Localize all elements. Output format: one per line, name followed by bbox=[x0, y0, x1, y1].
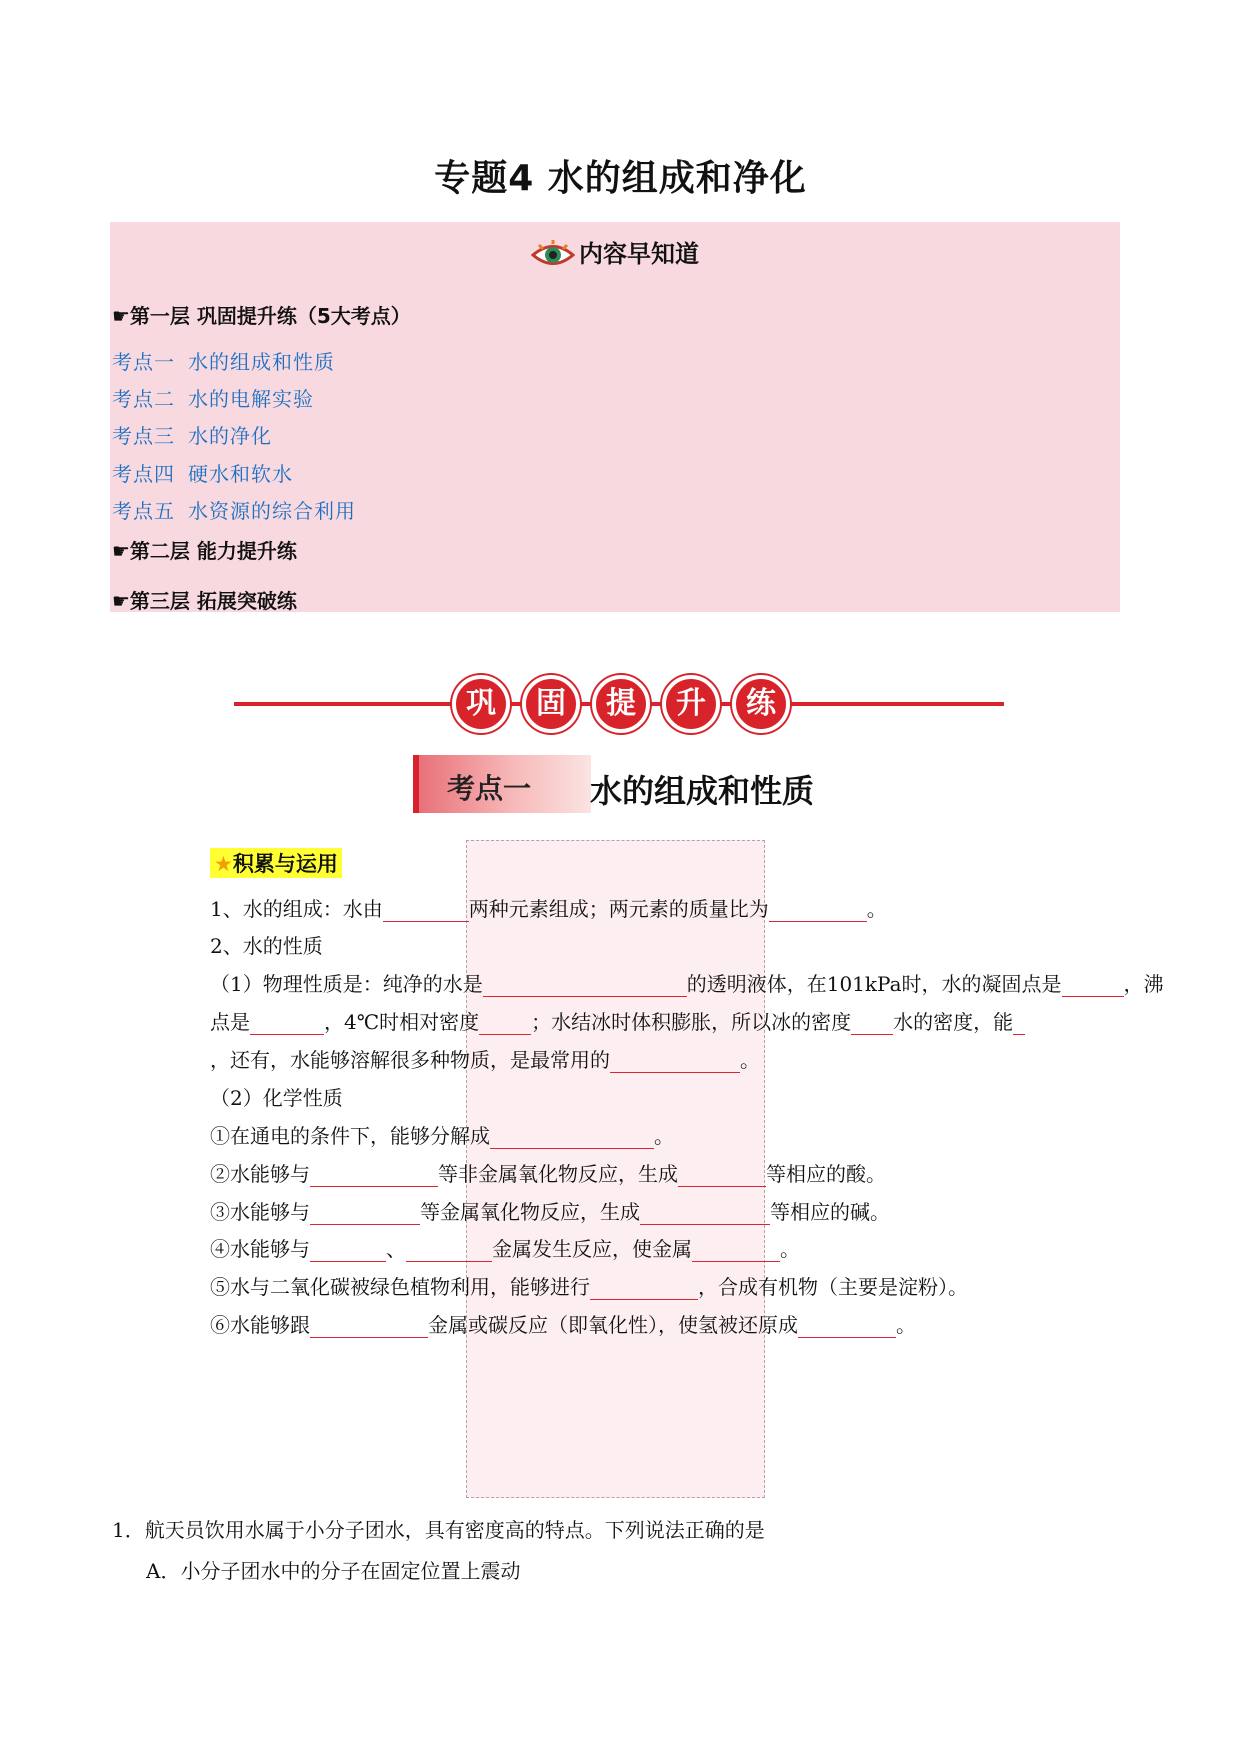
blank[interactable] bbox=[610, 1052, 740, 1073]
content-line-2: 2、水的性质 bbox=[210, 934, 323, 958]
blank[interactable] bbox=[310, 1317, 428, 1338]
section-title: 水的组成和性质 bbox=[590, 772, 815, 810]
content-line-12: ⑥水能够跟 金属或碳反应（即氧化性），使氢被还原成 。 bbox=[210, 1313, 916, 1337]
blank[interactable] bbox=[769, 901, 867, 922]
content-line-6: （2）化学性质 bbox=[210, 1086, 343, 1110]
blank[interactable] bbox=[310, 1241, 386, 1262]
content-line-11: ⑤水与二氧化碳被绿色植物利用，能够进行 ，合成有机物（主要是淀粉）。 bbox=[210, 1275, 968, 1299]
toc-point-4[interactable]: 考点四 硬水和软水 bbox=[112, 462, 294, 486]
content-line-10: ④水能够与 、 金属发生反应，使金属 。 bbox=[210, 1237, 800, 1261]
banner-char-4: 升 bbox=[662, 675, 720, 733]
toc-point-1[interactable]: 考点一 水的组成和性质 bbox=[112, 350, 336, 374]
blank[interactable] bbox=[1062, 976, 1124, 997]
banner-char-2: 固 bbox=[522, 675, 580, 733]
star-icon: ★ bbox=[214, 852, 233, 876]
blank[interactable] bbox=[310, 1204, 420, 1225]
toc-layer-2[interactable]: ☛第二层 能力提升练 bbox=[112, 539, 297, 563]
blank[interactable] bbox=[590, 1279, 698, 1300]
banner-char-5: 练 bbox=[732, 675, 790, 733]
blank[interactable] bbox=[310, 1166, 438, 1187]
toc-panel bbox=[110, 222, 1120, 612]
content-line-9: ③水能够与 等金属氧化物反应，生成 等相应的碱。 bbox=[210, 1200, 890, 1224]
toc-heading bbox=[110, 234, 1120, 270]
blank[interactable] bbox=[479, 1014, 531, 1035]
blank[interactable] bbox=[406, 1241, 492, 1262]
blank[interactable] bbox=[483, 976, 687, 997]
blank[interactable] bbox=[1013, 1014, 1025, 1035]
toc-point-5[interactable]: 考点五 水资源的综合利用 bbox=[112, 499, 357, 523]
content-line-8: ②水能够与 等非金属氧化物反应，生成 等相应的酸。 bbox=[210, 1162, 886, 1186]
blank[interactable] bbox=[798, 1317, 896, 1338]
content-line-1: 1、水的组成：水由 两种元素组成；两元素的质量比为 。 bbox=[210, 897, 887, 921]
toc-layer-1[interactable]: ☛第一层 巩固提升练（5大考点） bbox=[112, 304, 411, 328]
content-line-5: ，还有，水能够溶解很多种物质，是最常用的 。 bbox=[210, 1048, 760, 1072]
accumulate-text: 积累与运用 bbox=[232, 852, 338, 876]
banner-char-3: 提 bbox=[592, 675, 650, 733]
banner-char-1: 巩 bbox=[452, 675, 510, 733]
blank[interactable] bbox=[692, 1241, 780, 1262]
content-line-3: （1）物理性质是：纯净的水是 的透明液体，在101kPa时，水的凝固点是 ，沸 bbox=[210, 972, 1164, 996]
question-1-option-a[interactable]: A．小分子团水中的分子在固定位置上震动 bbox=[146, 1559, 521, 1583]
blank[interactable] bbox=[678, 1166, 766, 1187]
blank[interactable] bbox=[851, 1014, 893, 1035]
blank[interactable] bbox=[640, 1204, 770, 1225]
section-badge-label: 考点一 bbox=[447, 772, 532, 805]
question-1: 1．航天员饮用水属于小分子团水，具有密度高的特点。下列说法正确的是 bbox=[112, 1518, 765, 1542]
content-line-7: ①在通电的条件下，能够分解成 。 bbox=[210, 1124, 674, 1148]
toc-point-3[interactable]: 考点三 水的净化 bbox=[112, 424, 273, 448]
accumulate-label bbox=[210, 848, 342, 878]
toc-point-2[interactable]: 考点二 水的电解实验 bbox=[112, 387, 315, 411]
toc-layer-3[interactable]: ☛第三层 拓展突破练 bbox=[112, 589, 297, 613]
toc-heading-text: 内容早知道 bbox=[579, 240, 699, 268]
page-title: 专题4 水的组成和净化 bbox=[434, 158, 807, 199]
blank[interactable] bbox=[383, 901, 469, 922]
section-badge bbox=[413, 755, 591, 813]
blank[interactable] bbox=[490, 1128, 654, 1149]
eye-icon bbox=[531, 240, 575, 270]
blank[interactable] bbox=[250, 1014, 324, 1035]
content-line-4: 点是 ，4℃时相对密度 ；水结冰时体积膨胀，所以冰的密度 水的密度，能 bbox=[210, 1006, 1025, 1035]
